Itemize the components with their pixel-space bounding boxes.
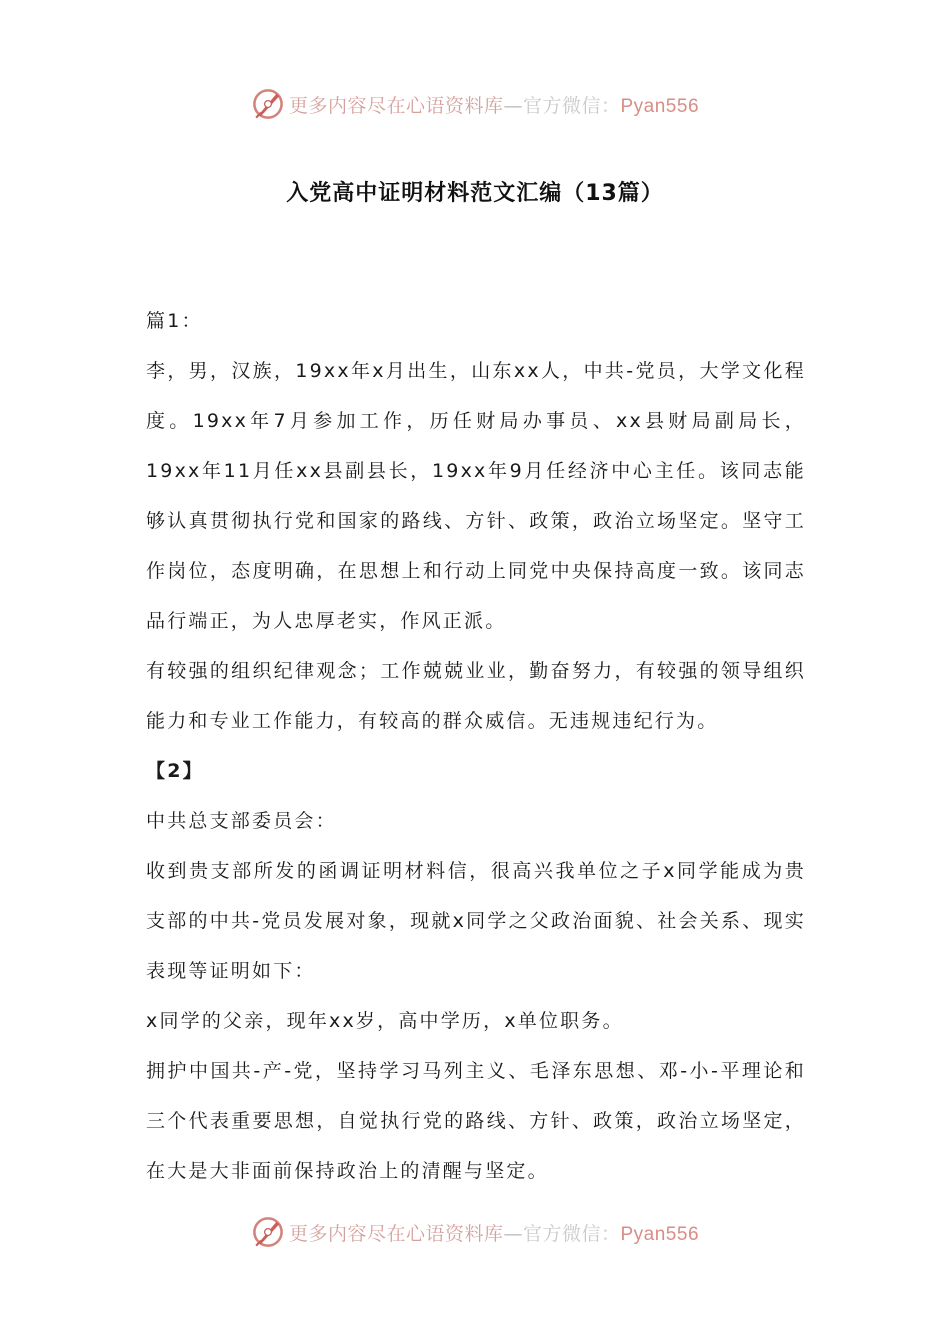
section-heading-2: 【2】 xyxy=(146,760,204,782)
quill-logo-icon xyxy=(251,87,285,121)
watermark-site-text: 更多内容尽在心语资料库 xyxy=(288,1222,504,1245)
paragraph-discipline: 有较强的组织纪律观念；工作兢兢业业，勤奋努力，有较强的领导组织能力和专业工作能力，有较高的群众威信。无违规违纪行为。 xyxy=(146,660,806,732)
watermark-contact-label: 官方微信： xyxy=(522,94,621,117)
watermark-contact-id: Pyan556 xyxy=(620,95,700,117)
watermark-text xyxy=(289,1219,699,1246)
paragraph-father-info: x同学的父亲，现年xx岁，高中学历，x单位职务。 xyxy=(146,1010,624,1032)
paragraph-political-stance: 拥护中国共-产-党，坚持学习马列主义、毛泽东思想、邓-小-平理论和三个代表重要思想，自觉执行党的路线、方针、政策，政治立场坚定，在大是大非面前保持政治上的清醒与坚定。 xyxy=(146,1060,806,1182)
watermark-dash: — xyxy=(503,1222,523,1245)
document-title: 入党高中证明材料范文汇编（13篇） xyxy=(286,181,664,206)
paragraph-profile: 李，男，汉族，19xx年x月出生，山东xx人，中共-党员，大学文化程度。19xx年7月参加工作，历任财局办事员、xx县财局副局长，19xx年11月任xx县副县长，19xx年9月任经济中心主任。该同志能够认真贯彻执行党和国家的路线、方针、政策，政治立场坚定。坚守工作岗位，态度明确，在思想上和行动上同党中央保持高度一致。该同志品行端正，为人忠厚老实，作风正派。 xyxy=(146,360,806,632)
paragraph-intro: 收到贵支部所发的函调证明材料信，很高兴我单位之子x同学能成为贵支部的中共-党员发展对象，现就x同学之父政治面貌、社会关系、现实表现等证明如下： xyxy=(146,860,806,982)
quill-logo-icon xyxy=(251,1215,285,1249)
watermark-site-text: 更多内容尽在心语资料库 xyxy=(288,94,504,117)
watermark-contact-id: Pyan556 xyxy=(620,1223,700,1245)
watermark-dash: — xyxy=(503,94,523,117)
watermark-text xyxy=(289,91,699,118)
section-heading-1: 篇1： xyxy=(146,310,203,332)
watermark-banner-bottom xyxy=(0,1210,950,1254)
document-body xyxy=(146,296,806,1196)
paragraph-salutation: 中共总支部委员会： xyxy=(146,810,337,832)
watermark-contact-label: 官方微信： xyxy=(522,1222,621,1245)
watermark-banner-top xyxy=(0,82,950,126)
